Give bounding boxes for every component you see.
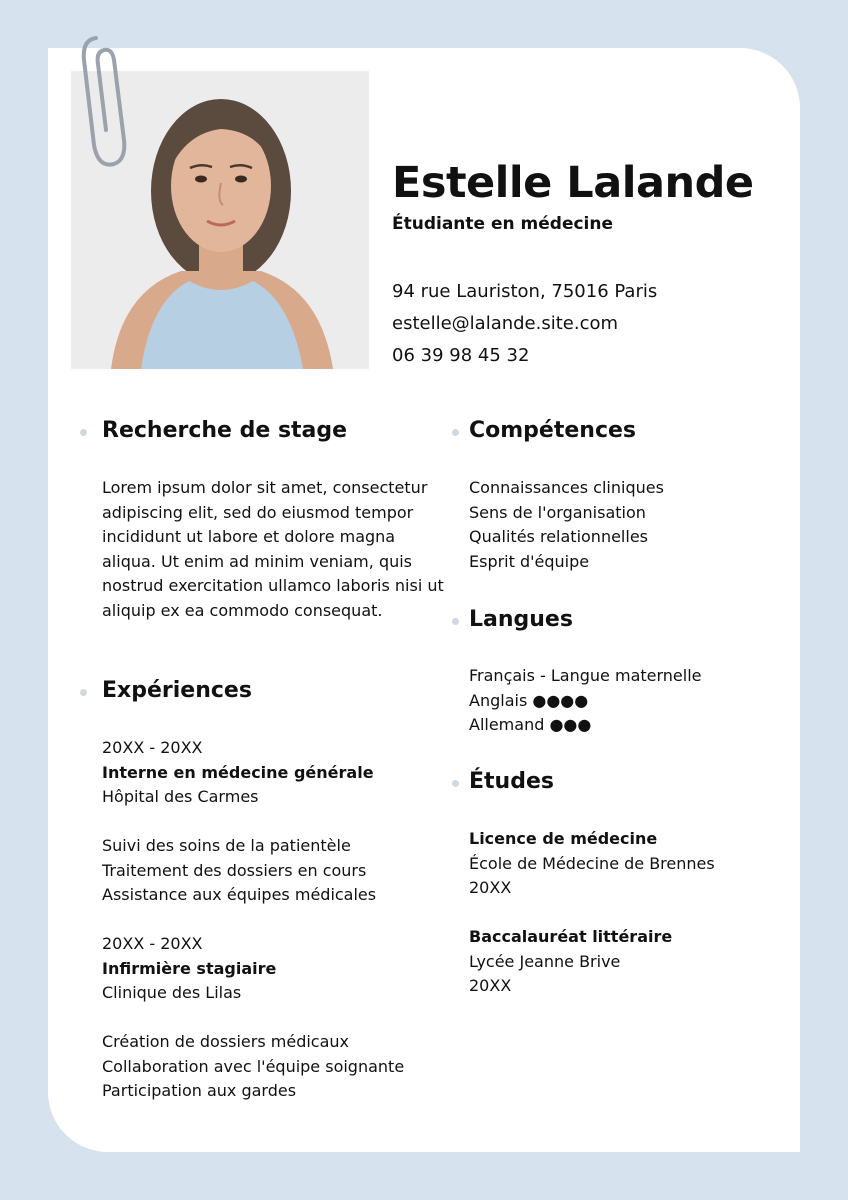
education-degree: Licence de médecine	[469, 829, 658, 848]
language-item: Anglais ●●●●	[469, 690, 589, 710]
language-item: Français - Langue maternelle	[469, 666, 702, 685]
experience-task: Suivi des soins de la patientèle	[102, 836, 351, 855]
education-list	[469, 827, 769, 999]
education-year: 20XX	[469, 976, 512, 995]
education-year: 20XX	[469, 878, 512, 897]
skills-title: Compétences	[469, 418, 637, 443]
education-item	[469, 925, 769, 999]
contact-info	[392, 276, 657, 372]
skill-item: Connaissances cliniques	[469, 478, 664, 497]
stage-title: Recherche de stage	[102, 418, 348, 443]
education-title: Études	[469, 769, 554, 794]
experiences-title: Expériences	[102, 678, 252, 703]
experience-task: Participation aux gardes	[102, 1081, 297, 1100]
contact-address: 94 rue Lauriston, 75016 Paris	[392, 281, 658, 302]
skill-item: Qualités relationnelles	[469, 527, 648, 546]
experience-item	[102, 932, 447, 1104]
experience-item	[102, 736, 447, 908]
candidate-name: Estelle Lalande	[392, 158, 754, 208]
experience-role: Infirmière stagiaire	[102, 958, 277, 978]
education-school: École de Médecine de Brennes	[469, 853, 715, 873]
stage-description: Lorem ipsum dolor sit amet, consectetur adipiscing elit, sed do eiusmod tempor incididunt ut labore et dolore magna aliqua. Ut enim ad minim veniam, quis nostrud exercitation ullamco laboris nisi ut aliquip ex ea commodo consequat.	[102, 478, 444, 620]
contact-phone[interactable]: 06 39 98 45 32	[392, 345, 530, 366]
experiences-list	[102, 736, 447, 1104]
experience-task: Création de dossiers médicaux	[102, 1032, 350, 1051]
experience-role: Interne en médecine générale	[102, 762, 374, 782]
experience-dates: 20XX - 20XX	[102, 934, 203, 953]
section-bullet	[80, 429, 87, 436]
job-title: Étudiante en médecine	[392, 214, 614, 234]
skills-list	[469, 476, 769, 574]
education-degree: Baccalauréat littéraire	[469, 927, 673, 946]
education-school: Lycée Jeanne Brive	[469, 951, 621, 971]
experience-place: Hôpital des Carmes	[102, 787, 259, 806]
skill-item: Esprit d'équipe	[469, 551, 590, 571]
languages-title: Langues	[469, 607, 573, 632]
language-item: Allemand ●●●	[469, 715, 592, 734]
experience-task: Traitement des dossiers en cours	[102, 860, 367, 880]
experience-task: Assistance aux équipes médicales	[102, 885, 377, 904]
paperclip-icon	[74, 30, 134, 175]
languages-list	[469, 664, 769, 738]
section-bullet	[452, 618, 459, 625]
section-bullet	[452, 780, 459, 787]
skill-item: Sens de l'organisation	[469, 502, 646, 522]
education-item	[469, 827, 769, 901]
contact-email[interactable]: estelle@lalande.site.com	[392, 313, 619, 334]
section-bullet	[452, 429, 459, 436]
experience-dates: 20XX - 20XX	[102, 738, 203, 757]
experience-task: Collaboration avec l'équipe soignante	[102, 1056, 405, 1076]
experience-place: Clinique des Lilas	[102, 983, 242, 1002]
section-bullet	[80, 689, 87, 696]
